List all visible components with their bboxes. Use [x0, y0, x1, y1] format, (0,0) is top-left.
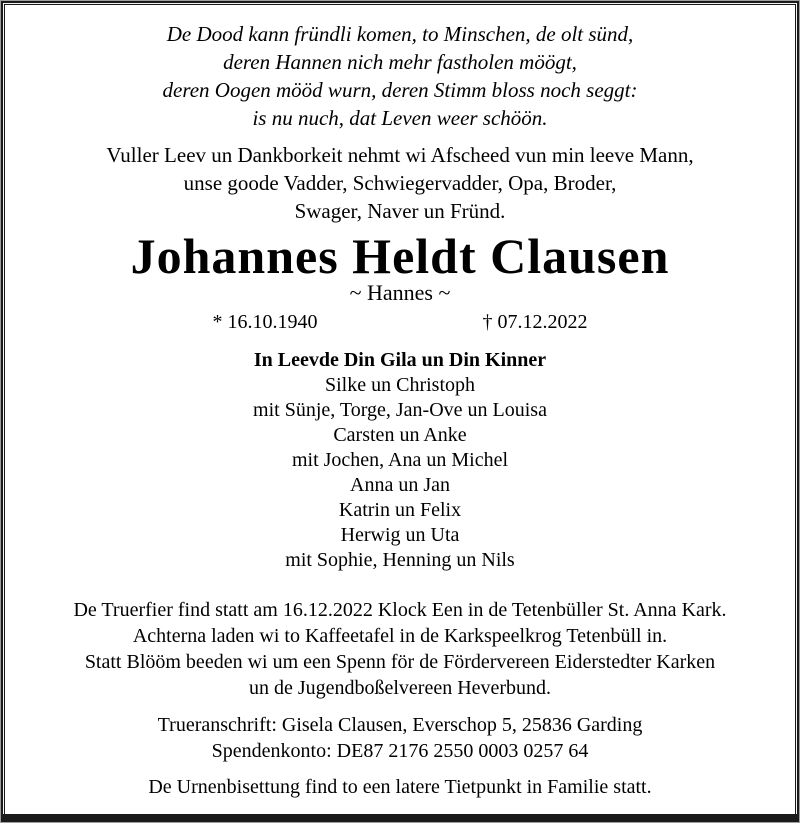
family-list [0, 373, 800, 573]
mourning-address: Trueranschrift: Gisela Clausen, Everschop 5, 25836 Garding [157, 714, 643, 736]
family-line: Herwig un Uta [340, 524, 460, 546]
funeral-line: De Truerfier find statt am 16.12.2022 Klock Een in de Tetenbüller St. Anna Kark. [73, 599, 727, 621]
donation-account: Spendenkonto: DE87 2176 2550 0003 0257 64 [211, 740, 589, 762]
life-dates [0, 310, 800, 334]
family-line: mit Sünje, Torge, Jan-Ove un Louisa [253, 399, 547, 421]
contact-block [0, 712, 800, 764]
opening-poem [0, 20, 800, 132]
poem-line: deren Hannen nich mehr fastholen möögt, [223, 50, 577, 74]
deceased-name: Johannes Heldt Clausen [130, 228, 670, 284]
poem-line: deren Oogen mööd wurn, deren Stimm bloss noch seggt: [162, 78, 638, 102]
farewell-intro [0, 141, 800, 225]
intro-line: unse goode Vadder, Schwiegervadder, Opa, Broder, [183, 171, 617, 195]
intro-line: Swager, Naver un Fründ. [294, 199, 506, 223]
family-line: Silke un Christoph [324, 374, 475, 396]
funeral-line: Statt Blööm beeden wi um een Spenn för de Fördervereen Eiderstedter Karken [84, 651, 716, 673]
poem-line: is nu nuch, dat Leven weer schöön. [252, 106, 548, 130]
intro-line: Vuller Leev un Dankborkeit nehmt wi Afscheed vun min leeve Mann, [106, 143, 694, 167]
deceased-nickname: ~ Hannes ~ [349, 280, 451, 305]
family-line: Anna un Jan [350, 474, 450, 496]
funeral-line: Achterna laden wi to Kaffeetafel in de Karkspeelkrog Tetenbüll in. [132, 625, 668, 647]
funeral-line: un de Jugendboßelvereen Heverbund. [248, 677, 552, 699]
poem-line: De Dood kann fründli komen, to Minschen, de olt sünd, [166, 22, 634, 46]
funeral-details [0, 597, 800, 701]
death-date: † 07.12.2022 [482, 311, 588, 333]
family-line: Carsten un Anke [333, 424, 467, 446]
family-line: Katrin un Felix [338, 499, 462, 521]
family-line: mit Jochen, Ana un Michel [291, 449, 509, 471]
dedication-line: In Leevde Din Gila un Din Kinner [253, 349, 547, 371]
family-line: mit Sophie, Henning un Nils [285, 549, 515, 571]
birth-date: * 16.10.1940 [212, 311, 318, 333]
closing-line: De Urnenbisettung find to een latere Tietpunkt in Familie statt. [148, 776, 652, 798]
